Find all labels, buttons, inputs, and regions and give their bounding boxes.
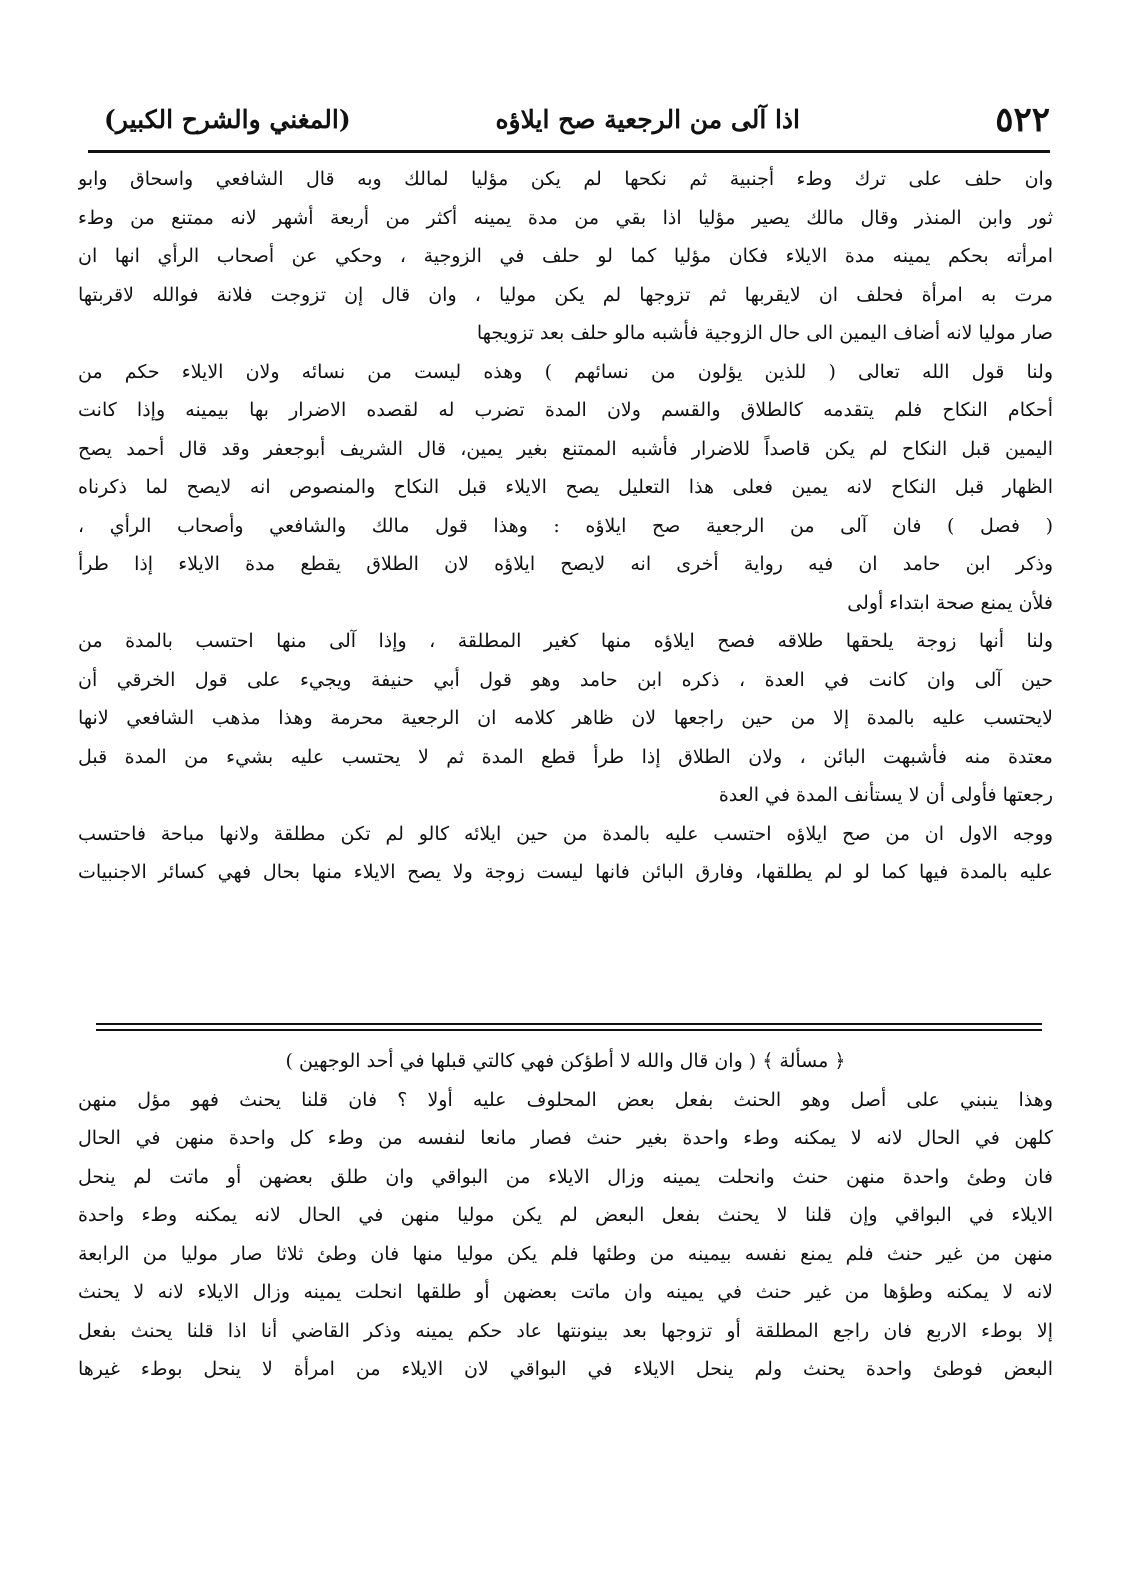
text-line: أحكام النكاح فلم يتقدمه كالطلاق والقسم ولان المدة تضرب له لقصده الاضرار بها بيمينه وإذا كانت: [78, 399, 1053, 421]
text-line: فلأن يمنع صحة ابتداء أولى: [847, 591, 1053, 614]
text-line: وان حلف على ترك وطء أجنبية ثم نكحها لم يكن مؤليا لمالك وبه قال الشافعي واسحاق وابو: [78, 168, 1053, 190]
text-line: صار موليا لانه أضاف اليمين الى حال الزوجية فأشبه مالو حلف بعد تزويجها: [476, 322, 1053, 344]
text-line: امرأته بحكم يمينه مدة الايلاء فكان مؤليا كما لو حلف في الزوجية ، وحكي عن أصحاب الرأي انها ان: [78, 245, 1053, 267]
page-number: ٥٢٢: [995, 100, 1050, 140]
text-line: منهن من غير حنث فلم يمنع نفسه بيمينه من وطئها فلم يكن موليا منها فان وطئ ثلاثا صار موليا من الرابعة: [78, 1242, 1053, 1265]
text-line: البعض فوطئ واحدة يحنث ولم ينحل الايلاء في البواقي لان الايلاء من امرأة لا ينحل بوطء غيرها: [78, 1358, 1053, 1380]
text-line: اليمين قبل النكاح لم يكن قاصداً للاضرار فأشبه الممتنع بغير يمين، قال الشريف أبوجعفر وقد قال أحمد يصح: [78, 437, 1053, 460]
text-line: وهذا ينبني على أصل وهو الحنث بفعل بعض المحلوف عليه أولا ؟ فان قلنا يحنث فهو مؤل منهن: [78, 1088, 1053, 1111]
text-line: إلا بوطء الاربع فان راجع المطلقة أو تزوجها بعد بينونتها عاد حكم يمينه وذكر القاضي أنا اذا قلنا يحنث بفعل: [78, 1319, 1053, 1342]
commentary-text: [78, 1042, 1053, 1389]
text-line: فان وطئ واحدة منهن حنث وانحلت يمينه وزال الايلاء من البواقي وان طلق بعضهن أو ماتت لم ينحل: [78, 1165, 1053, 1188]
text-line: ولنا أنها زوجة يلحقها طلاقه فصح ايلاؤه منها كغير المطلقة ، وإذا آلى منها احتسب بالمدة من: [78, 630, 1053, 652]
section-divider: [96, 1029, 1042, 1031]
text-line: ولنا قول الله تعالى ( للذين يؤلون من نسائهم ) وهذه ليست من نسائه ولان الايلاء حكم من: [78, 360, 1053, 383]
text-line: ووجه الاول ان من صح ايلاؤه احتسب عليه بالمدة من حين ايلائه كالو لم تكن مطلقة ولانها مباحة فاحتسب: [78, 822, 1053, 845]
text-line: ثور وابن المنذر وقال مالك يصير مؤليا اذا بقي من مدة يمينه أكثر من أربعة أشهر لانه ممتنع من وطء: [78, 206, 1053, 229]
page-header: [88, 96, 1050, 146]
book-title: (المغني والشرح الكبير): [104, 105, 351, 134]
text-line: الايلاء في البواقي وإن قلنا لا يحنث بفعل البعض لم يكن موليا منهن في الحال لانه يمكنه وطء واحدة: [78, 1204, 1053, 1226]
text-line: لايحتسب عليه بالمدة إلا من حين راجعها لان ظاهر كلامه ان الرجعية محرمة وهذا مذهب الشافعي لانها: [78, 707, 1053, 729]
text-line: وذكر ابن حامد ان فيه رواية أخرى انه لايصح ايلاؤه لان الطلاق يقطع مدة الايلاء إذا طرأ: [78, 553, 1053, 575]
text-line: حين آلى وان كانت في العدة ، ذكره ابن حامد وهو قول أبي حنيفة ويجيء على قول الخرقي أن: [78, 668, 1053, 691]
masala-heading: ﴿ مسألة ﴾ ( وان قال والله لا أطؤكن فهي كالتي قبلها في أحد الوجهين ): [285, 1050, 846, 1072]
text-line: كلهن في الحال لانه لا يمكنه وطء واحدة بغير حنث فصار مانعا لنفسه من وطء كل واحدة منهن في الحال: [78, 1127, 1053, 1149]
section-divider: [96, 1023, 1042, 1025]
header-rule: [88, 150, 1050, 153]
text-line: لانه لا يمكنه وطؤها من غير حنث في يمينه وان ماتت بعضهن أو طلقها انحلت يمينه وزال الايلاء لانه لا يحنث: [78, 1281, 1053, 1303]
text-line: معتدة منه فأشبهت البائن ، ولان الطلاق إذا طرأ قطع المدة ثم لا يحتسب عليه بشيء من المدة قبل: [78, 745, 1053, 768]
text-line: الظهار قبل النكاح لانه يمين فعلى هذا التعليل يصح الايلاء قبل النكاح والمنصوص انه لايصح لما ذكرناه: [78, 476, 1053, 498]
text-line: عليه بالمدة فيها كما لو لم يطلقها، وفارق البائن فانها ليست زوجة ولا يصح الايلاء منها بحال فهي كسائر الاجنبيات: [78, 861, 1053, 883]
running-title: اذا آلى من الرجعية صح ايلاؤه: [495, 105, 800, 134]
main-text: [78, 160, 1053, 892]
section-heading-line: ( فصل ) فان آلى من الرجعية صح ايلاؤه : وهذا قول مالك والشافعي وأصحاب الرأي ،: [78, 514, 1053, 537]
text-line: رجعتها فأولى أن لا يستأنف المدة في العدة: [718, 784, 1053, 806]
text-line: مرت به امرأة فحلف ان لايقربها ثم تزوجها لم يكن موليا ، وان قال إن تزوجت فلانة فوالله لاقربتها: [78, 283, 1053, 306]
